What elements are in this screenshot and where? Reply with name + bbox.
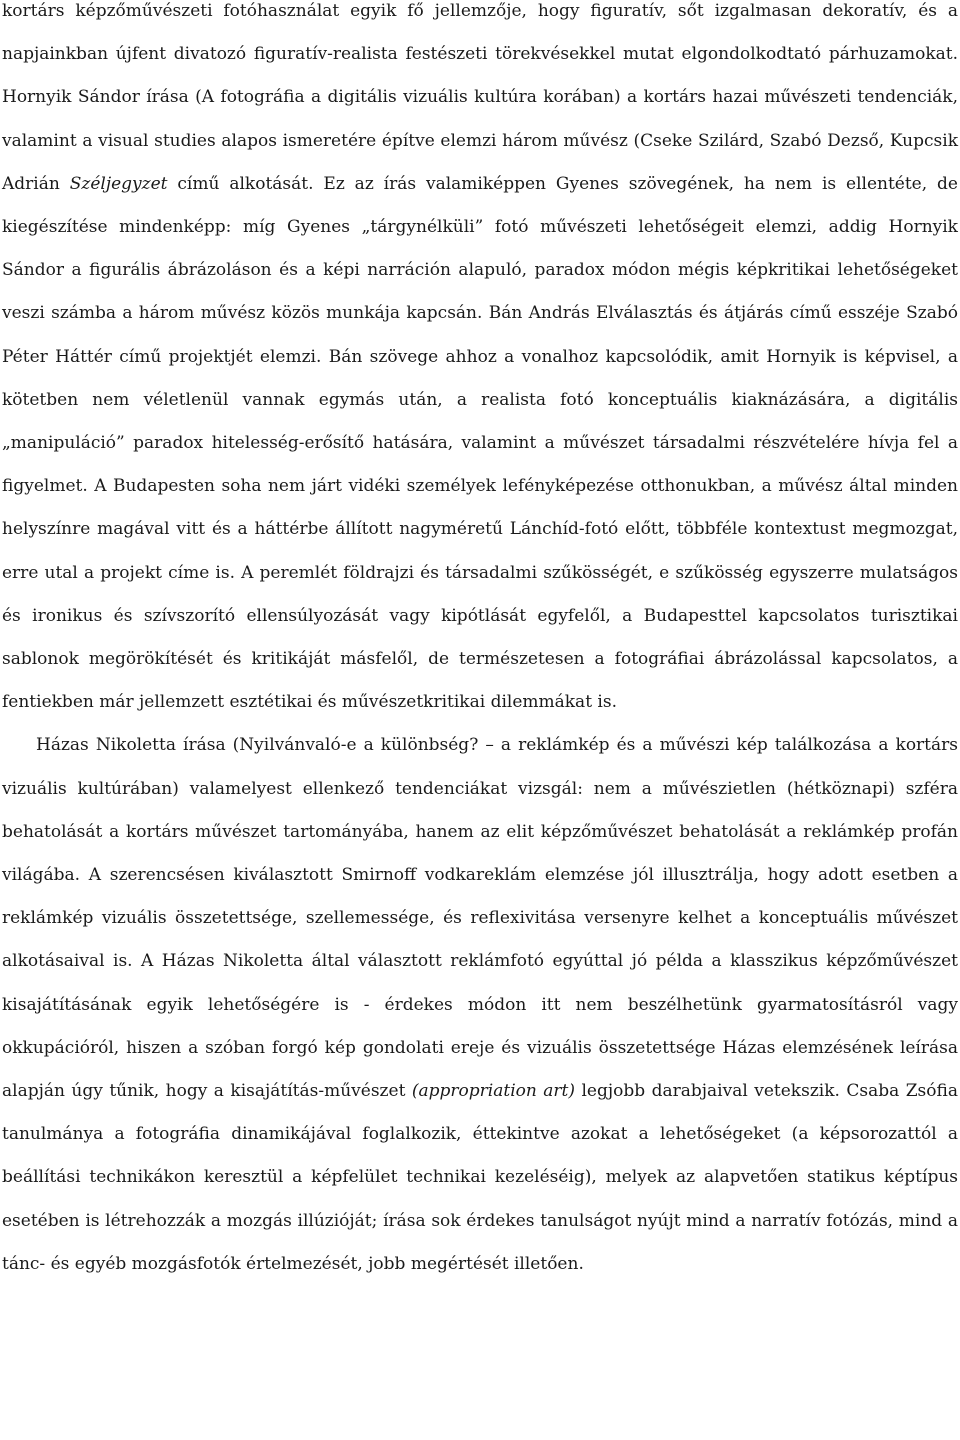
paragraph-2-text-b: legjobb darabjaival vetekszik. Csaba Zsófia tanulmánya a fotográfia dinamikájával foglalkozik, éttekintve azokat a lehetőségeket (a képsorozattól a beállítási technikákon keresztül a képfelület technikai kezeléséig), melyek az alapvetően statikus képtípus esetében is létrehozzák a mozgás illúzióját; írása sok érdekes tanulságot nyújt mind a narratív fotózás, mind a tánc- és egyéb mozgásfotók értelmezését, jobb megértését illetően.	[2, 1081, 958, 1274]
appropriation-art-italic: (appropriation art)	[411, 1081, 576, 1102]
paragraph-2	[2, 724, 958, 1286]
paragraph-2-text-a: Házas Nikoletta írása (Nyilvánvaló-e a különbség? – a reklámkép és a művészi kép találkozása a kortárs vizuális kultúrában) valamelyest ellenkező tendenciákat vizsgál: nem a művészietlen (hétköznapi) szféra behatolását a kortárs művészet tartományába, hanem az elit képzőművészet behatolását a reklámkép profán világába. A szerencsésen kiválasztott Smirnoff vodkareklám elemzése jól illusztrálja, hogy adott esetben a reklámkép vizuális összetettsége, szellemessége, és reflexivitása versenyre kelhet a konceptuális művészet alkotásaival is. A Házas Nikoletta által választott reklámfotó egyúttal jó példa a klasszikus képzőművészet kisajátításának egyik lehetőségére is - érdekes módon itt nem beszélhetünk gyarmatosításról vagy okkupációról, hiszen a szóban forgó kép gondolati ereje és vizuális összetettsége Házas elemzésének leírása alapján úgy tűnik, hogy a kisajátítás-művészet	[2, 735, 958, 1102]
artwork-title-italic: Széljegyzet	[69, 173, 168, 194]
paragraph-1	[2, 0, 958, 724]
paragraph-1-text-b: című alkotását. Ez az írás valamiképpen Gyenes szövegének, ha nem is ellentéte, de kiegészítése mindenképp: míg Gyenes „tárgynélküli” fotó művészeti lehetőségeit elemzi, addig Hornyik Sándor a figurális ábrázoláson és a képi narráción alapuló, paradox módon mégis képkritikai lehetőségeket veszi számba a három művész közös munkája kapcsán. Bán András Elválasztás és átjárás című esszéje Szabó Péter Háttér című projektjét elemzi. Bán szövege ahhoz a vonalhoz kapcsolódik, amit Hornyik is képvisel, a kötetben nem véletlenül vannak egymás után, a realista fotó konceptuális kiaknázására, a digitális „manipuláció” paradox hitelesség-erősítő hatására, valamint a művészet társadalmi részvételére hívja fel a figyelmet. A Budapesten soha nem járt vidéki személyek lefényképezése otthonukban, a művész által minden helyszínre magával vitt és a háttérbe állított nagyméretű Lánchíd-fotó előtt, többféle kontextust megmozgat, erre utal a projekt címe is. A peremlét földrajzi és társadalmi szűkösségét, e szűkösség egyszerre mulatságos és ironikus és szívszorító ellensúlyozását vagy kipótlását egyfelől, a Budapesttel kapcsolatos turisztikai sablonok megörökítését és kritikáját másfelől, de természetesen a fotográfiai ábrázolással kapcsolatos, a fentiekben már jellemzett esztétikai és művészetkritikai dilemmákat is.	[2, 173, 958, 713]
paragraph-1-text-a: kortárs képzőművészeti fotóhasználat egyik fő jellemzője, hogy figuratív, sőt izgalmasan dekoratív, és a napjainkban újfent divatozó figuratív-realista festészeti törekvésekkel mutat elgondolkodtató párhuzamokat. Hornyik Sándor írása (A fotográfia a digitális vizuális kultúra korában) a kortárs hazai művészeti tendenciák, valamint a visual studies alapos ismeretére építve elemzi három művész (Cseke Szilárd, Szabó Dezső, Kupcsik Adrián	[2, 1, 958, 194]
